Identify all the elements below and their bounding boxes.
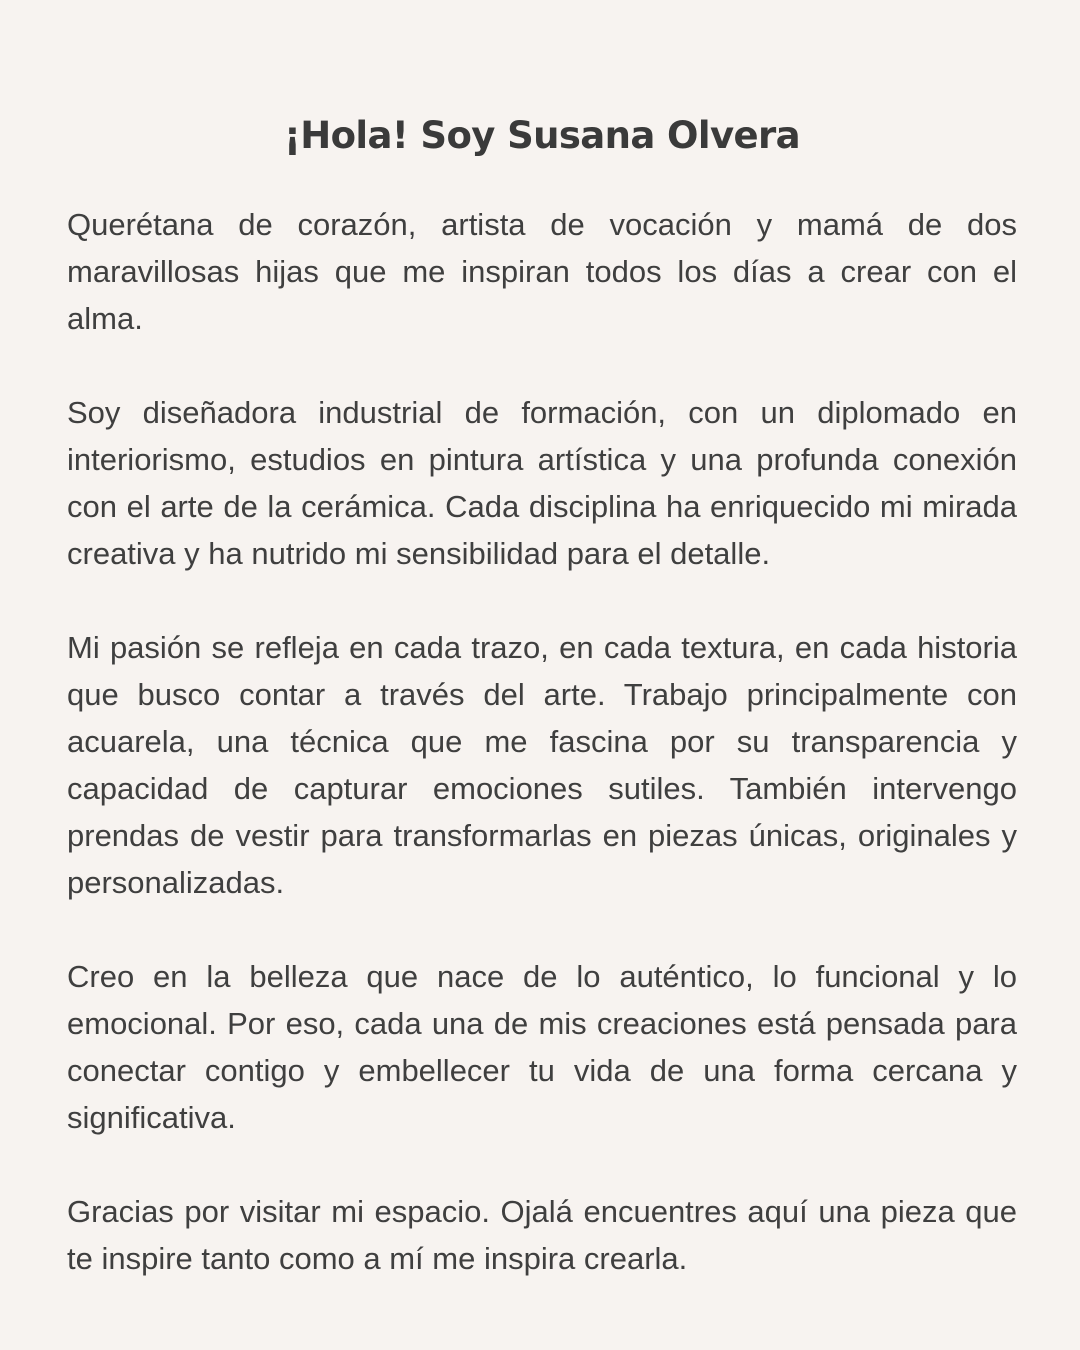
beliefs-paragraph: Creo en la belleza que nace de lo auténtico, lo funcional y lo emocional. Por eso, cada una de mis creaciones está pensada para conectar contigo y embellecer tu vida de una forma cercana y significativa. — [67, 959, 1017, 1135]
page-title: ¡Hola! Soy Susana Olvera — [283, 114, 801, 157]
thanks-paragraph: Gracias por visitar mi espacio. Ojalá encuentres aquí una pieza que te inspire tanto como a mí me inspira crearla. — [67, 1194, 1017, 1276]
intro-paragraph: Querétana de corazón, artista de vocación y mamá de dos maravillosas hijas que me inspiran todos los días a crear con el alma. — [67, 207, 1017, 336]
education-paragraph: Soy diseñadora industrial de formación, con un diplomado en interiorismo, estudios en pintura artística y una profunda conexión con el arte de la cerámica. Cada disciplina ha enriquecido mi mirada creativa y ha nutrido mi sensibilidad para el detalle. — [67, 395, 1017, 571]
about-text — [67, 201, 1017, 1282]
passion-paragraph: Mi pasión se refleja en cada trazo, en cada textura, en cada historia que busco contar a través del arte. Trabajo principalmente con acuarela, una técnica que me fascina por su transparencia y capacidad de capturar emociones sutiles. También intervengo prendas de vestir para transformarlas en piezas únicas, originales y personalizadas. — [67, 630, 1017, 900]
